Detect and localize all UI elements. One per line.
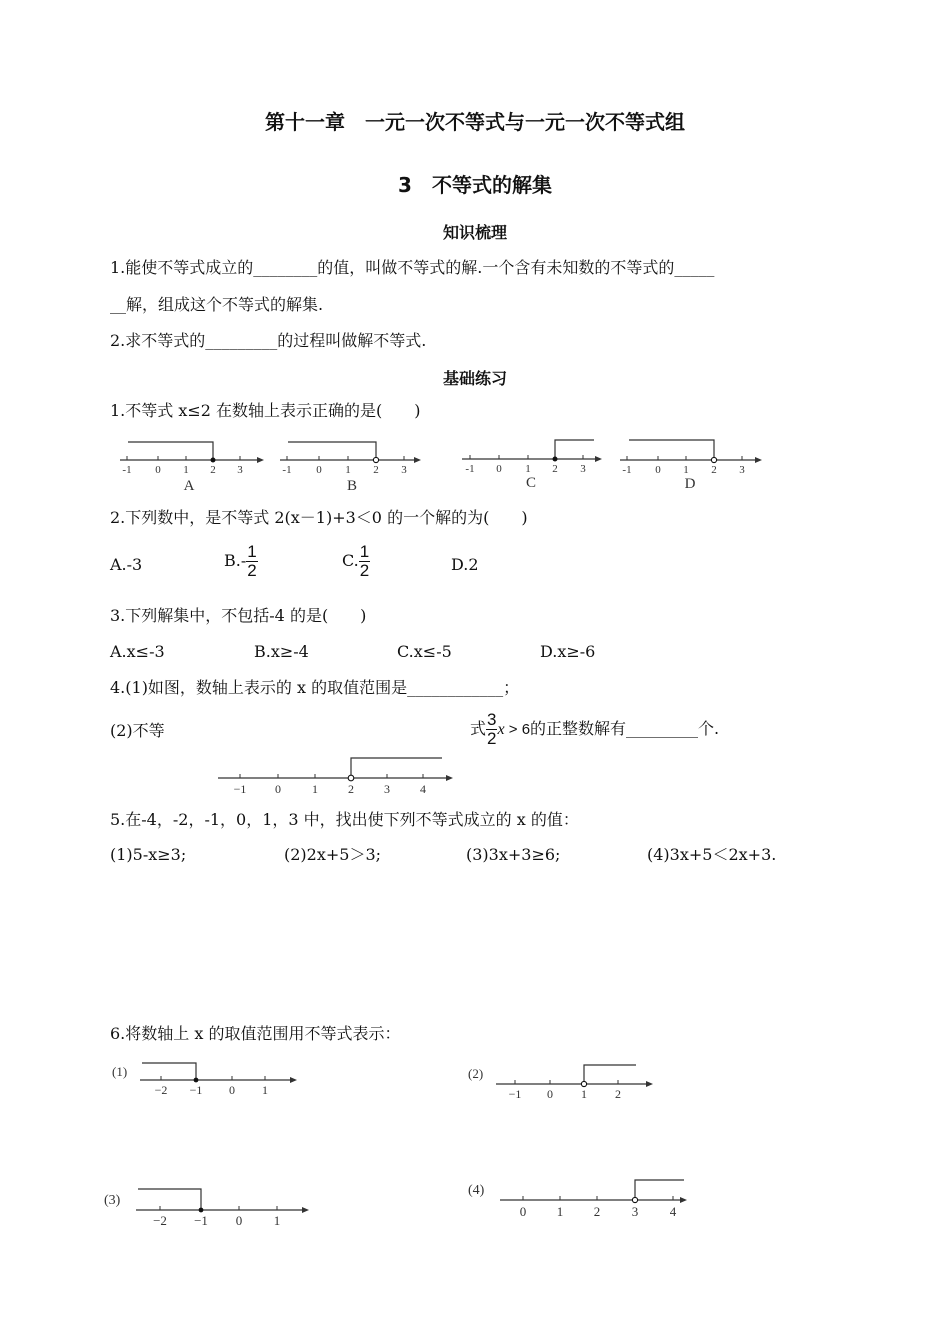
lesson-title: 3 不等式的解集 [398, 173, 552, 197]
tick-label: 0 [547, 1087, 553, 1101]
chapter-title: 第十一章 一元一次不等式与一元一次不等式组 [265, 110, 685, 134]
tick-label: 2 [348, 782, 354, 796]
tick-label: -1 [282, 464, 292, 476]
question-4-number-line [210, 752, 460, 798]
number-line-option-d [620, 440, 762, 492]
tick-label: 0 [155, 464, 161, 476]
fraction-one-half [359, 543, 370, 580]
fraction-one-half [246, 543, 257, 580]
practice-heading: 基础练习 [442, 369, 507, 388]
tick-label: 1 [345, 464, 351, 476]
question-5-stem: 5.在-4，-2，-1，0，1，3 中，找出使下列不等式成立的 x 的值： [110, 810, 579, 829]
tick-label: −1 [189, 1083, 203, 1097]
question-3-stem: 3.下列解集中，不包括-4 的是( ) [110, 606, 367, 625]
figure-label: (2) [468, 1066, 484, 1081]
tick-label: -1 [465, 463, 475, 475]
option-label-b: B [346, 478, 358, 494]
question-4-part-2-left: (2)不等 [110, 721, 165, 740]
tick-label: −1 [508, 1087, 522, 1101]
tick-label: 3 [580, 463, 586, 475]
question-3-option-c: C.x≤-5 [397, 642, 452, 661]
fraction-denominator: 2 [359, 561, 370, 580]
fraction-numerator: 1 [247, 542, 257, 561]
question-5-sub-2: (2)2x+5＞3; [284, 845, 382, 864]
question-2-option-d: D.2 [451, 555, 479, 574]
number-line-option-c [462, 440, 602, 491]
number-line-option-b [280, 442, 421, 494]
tick-label: 1 [312, 782, 318, 796]
tick-label: 1 [581, 1087, 587, 1101]
fraction-three-halves [486, 711, 497, 748]
tick-label: 3 [384, 782, 390, 796]
question-4-part-1: 4.(1)如图，数轴上表示的 x 的取值范围是____________； [110, 678, 520, 697]
tick-label: 0 [229, 1083, 235, 1097]
tick-label: 0 [519, 1204, 527, 1219]
tick-label: −1 [194, 1213, 208, 1228]
question-6-figure-4 [464, 1172, 694, 1222]
question-2-stem: 2.下列数中，是不等式 2(x－1)+3＜0 的一个解的为( ) [110, 508, 528, 527]
tick-label: 0 [496, 463, 502, 475]
tick-label: 1 [183, 464, 189, 476]
fraction-numerator: 1 [359, 542, 370, 561]
tick-label: 1 [525, 463, 531, 475]
tick-label: -1 [122, 464, 132, 476]
tick-label: 3 [739, 464, 745, 476]
question-6-stem: 6.将数轴上 x 的取值范围用不等式表示： [110, 1024, 401, 1043]
question-1-number-lines [112, 432, 772, 494]
figure-label: (3) [104, 1193, 121, 1208]
tick-label: 0 [275, 782, 281, 796]
question-3-option-d: D.x≥-6 [540, 642, 596, 661]
option-label-a: A [183, 478, 195, 494]
option-b-prefix: B.- [224, 551, 247, 570]
tick-label: 4 [420, 782, 426, 796]
option-c-prefix: C. [342, 551, 359, 570]
tick-label: 0 [316, 464, 322, 476]
figure-label: (4) [468, 1183, 485, 1198]
question-5-sub-3: (3)3x+3≥6; [466, 845, 561, 864]
number-line-option-a [120, 442, 264, 494]
knowledge-item-1-line-1: 1.能使不等式成立的________的值，叫做不等式的解.一个含有未知数的不等式的_____ [110, 258, 715, 277]
part-2-suffix: 的正整数解有_________个. [530, 719, 720, 738]
tick-label: 2 [593, 1204, 601, 1219]
question-2-option-a: A.-3 [110, 555, 143, 574]
inequality-tail: > 6 [504, 721, 531, 738]
tick-label: -1 [622, 464, 632, 476]
question-4-part-2-right [470, 711, 719, 748]
variable-x: x [497, 721, 505, 738]
tick-label: 2 [373, 464, 379, 476]
tick-label: 1 [262, 1083, 268, 1097]
tick-label: 3 [401, 464, 407, 476]
tick-label: 1 [273, 1213, 281, 1228]
question-5-sub-4: (4)3x+5＜2x+3. [647, 845, 777, 864]
tick-label: 2 [552, 463, 558, 475]
knowledge-heading: 知识梳理 [442, 223, 507, 242]
tick-label: −2 [154, 1083, 168, 1097]
question-3-option-a: A.x≤-3 [110, 642, 165, 661]
tick-label: 2 [210, 464, 216, 476]
knowledge-item-1-line-2: __解，组成这个不等式的解集. [110, 295, 324, 314]
fraction-denominator: 2 [247, 561, 257, 580]
tick-label: 2 [615, 1087, 621, 1101]
tick-label: 2 [711, 464, 717, 476]
tick-label: 0 [655, 464, 661, 476]
tick-label: 3 [237, 464, 243, 476]
tick-label: −1 [233, 782, 247, 796]
tick-label: −2 [153, 1213, 167, 1228]
figure-label: (1) [112, 1064, 128, 1079]
question-2-option-c [342, 543, 370, 580]
option-label-c: C [525, 475, 537, 491]
tick-label: 4 [669, 1204, 677, 1219]
question-6-figure-2 [464, 1058, 664, 1102]
question-6-figure-1 [108, 1056, 308, 1100]
question-5-sub-1: (1)5-x≥3; [110, 845, 187, 864]
tick-label: 0 [235, 1213, 243, 1228]
question-2-option-b [224, 543, 258, 580]
tick-label: 1 [556, 1204, 564, 1219]
part-2-prefix: 式 [470, 719, 487, 738]
tick-label: 1 [683, 464, 689, 476]
knowledge-item-2: 2.求不等式的_________的过程叫做解不等式. [110, 331, 427, 350]
tick-label: 3 [631, 1204, 639, 1219]
fraction-numerator: 3 [487, 710, 497, 729]
question-1-stem: 1.不等式 x≤2 在数轴上表示正确的是( ) [110, 401, 421, 420]
fraction-denominator: 2 [487, 729, 497, 748]
question-3-option-b: B.x≥-4 [254, 642, 309, 661]
option-label-d: D [684, 476, 696, 492]
question-6-figure-3 [100, 1180, 320, 1230]
